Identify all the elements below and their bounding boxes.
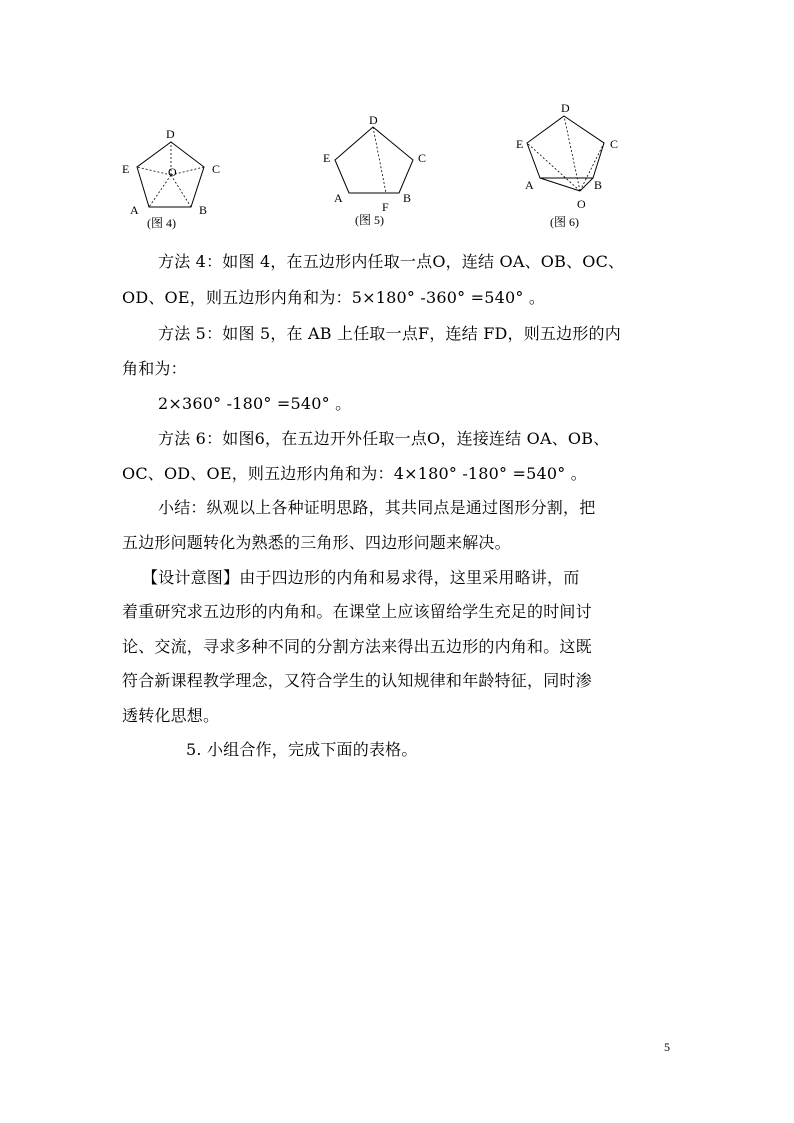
fig4-label-c: C — [212, 162, 221, 176]
fig5-label-c: C — [418, 151, 427, 165]
figure-5 — [318, 110, 438, 235]
design-intent-line1: 【设计意图】由于四边形的内角和易求得，这里采用略讲，而 — [142, 568, 580, 587]
figure-5-diagram — [318, 110, 438, 235]
method5-line2: 角和为： — [122, 359, 187, 378]
fig5-label-a: A — [334, 191, 343, 205]
method4-line2: OD、OE，则五边形内角和为：5×180° -360° =540° 。 — [122, 288, 546, 307]
fig4-caption: (图 4) — [147, 216, 176, 230]
fig6-label-o: O — [577, 197, 586, 211]
fig6-label-a: A — [525, 178, 534, 192]
design-intent-line5: 透转化思想。 — [122, 706, 220, 725]
figure-6-diagram — [510, 96, 635, 236]
method4-line1: 方法 4：如图 4，在五边形内任取一点O，连结 OA、OB、OC、 — [158, 252, 625, 271]
fig5-label-b: B — [403, 191, 412, 205]
summary-line2: 五边形问题转化为熟悉的三角形、四边形问题来解决。 — [122, 533, 511, 552]
figure-4-diagram — [115, 125, 225, 235]
fig4-label-a: A — [130, 203, 139, 217]
fig6-label-b: B — [594, 178, 603, 192]
design-intent-line4: 符合新课程教学理念，又符合学生的认知规律和年龄特征，同时渗 — [122, 671, 592, 690]
fig6-caption: (图 6) — [550, 215, 579, 229]
method6-line2: OC、OD、OE，则五边形内角和为：4×180° -180° =540° 。 — [122, 464, 587, 483]
fig5-label-d: D — [369, 113, 378, 127]
fig6-label-d: D — [561, 101, 570, 115]
fig4-label-d: D — [166, 127, 175, 141]
fig6-label-e: E — [516, 137, 524, 151]
fig4-label-o: O — [168, 165, 177, 179]
summary-line1: 小结：纵观以上各种证明思路，其共同点是通过图形分割，把 — [158, 498, 596, 517]
fig6-label-c: C — [610, 137, 619, 151]
fig4-label-b: B — [199, 203, 208, 217]
page-number: 5 — [664, 1040, 670, 1054]
fig5-caption: (图 5) — [355, 213, 384, 227]
figure-6 — [510, 96, 635, 236]
fig5-label-e: E — [323, 151, 331, 165]
fig4-label-e: E — [122, 162, 130, 176]
design-intent-line2: 着重研究求五边形的内角和。在课堂上应该留给学生充足的时间讨 — [122, 602, 592, 621]
method5-line1: 方法 5：如图 5，在 AB 上任取一点F，连结 FD，则五边形的内 — [158, 324, 621, 343]
figure-4 — [115, 125, 225, 235]
method5-line3: 2×360° -180° =540° 。 — [158, 394, 352, 413]
method6-line1: 方法 6：如图6，在五边开外任取一点O，连接连结 OA、OB、 — [158, 429, 610, 448]
fig5-label-f: F — [382, 200, 389, 214]
design-intent-line3: 论、交流，寻求多种不同的分割方法来得出五边形的内角和。这既 — [122, 637, 592, 656]
task-5: 5. 小组合作，完成下面的表格。 — [186, 740, 418, 759]
